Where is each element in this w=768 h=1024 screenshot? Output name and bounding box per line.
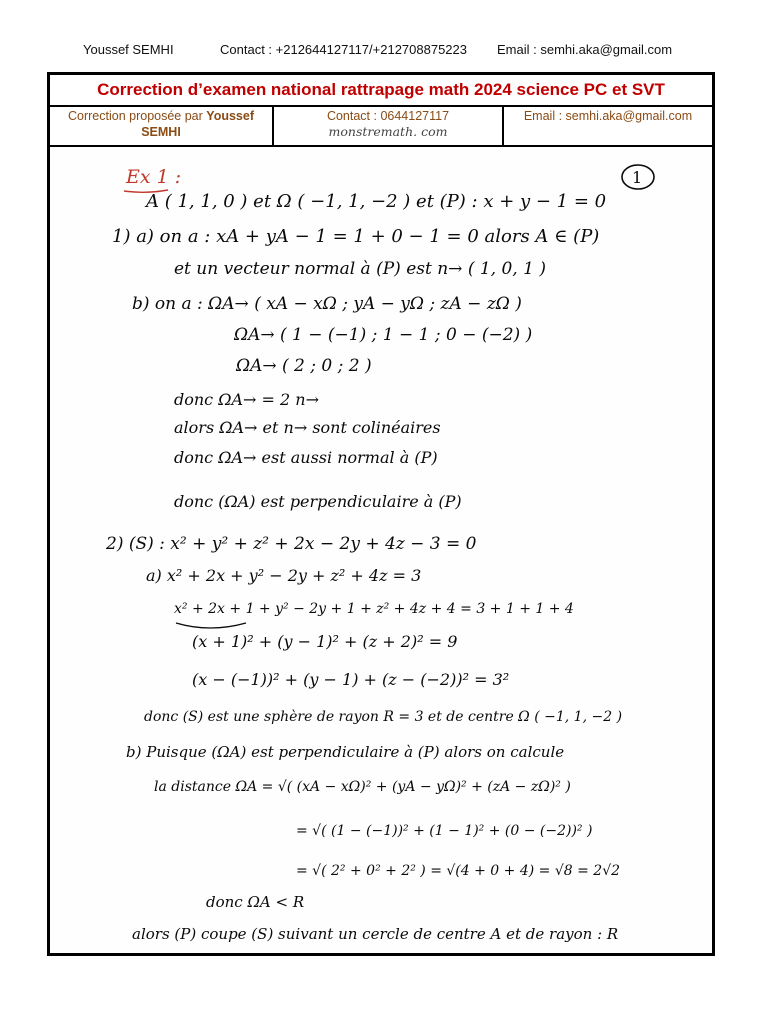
document-title: Correction d’examen national rattrapage math 2024 science PC et SVT (50, 75, 712, 107)
hw-line-16: donc (S) est une sphère de rayon R = 3 et de centre Ω ( −1, 1, −2 ) (144, 709, 623, 725)
hw-line-2: 1) a) on a : xA + yA − 1 = 1 + 0 − 1 = 0 alors A ∈ (P) (112, 226, 600, 247)
contact-cell (274, 105, 504, 145)
hw-line-18: la distance ΩA = √( (xA − xΩ)² + (yA − yΩ)² + (zA − zΩ)² ) (154, 779, 571, 795)
proposed-name-first: Youssef (206, 109, 254, 123)
hw-line-3: et un vecteur normal à (P) est n→ ( 1, 0, 1 ) (174, 259, 546, 279)
hw-line-20: = √( 2² + 0² + 2² ) = √(4 + 0 + 4) = √8 = 2√2 (296, 863, 621, 879)
hw-line-12: a) x² + 2x + y² − 2y + z² + 4z = 3 (146, 566, 422, 585)
hw-line-21: donc ΩA < R (206, 893, 305, 911)
hw-line-9: donc ΩA→ est aussi normal à (P) (174, 448, 438, 467)
hw-line-11: 2) (S) : x² + y² + z² + 2x − 2y + 4z − 3 = 0 (106, 534, 477, 554)
document-frame (47, 72, 715, 956)
hw-line-10: donc (ΩA) est perpendiculaire à (P) (174, 492, 462, 511)
hw-line-13: x² + 2x + 1 + y² − 2y + 1 + z² + 4z + 4 = 3 + 1 + 1 + 4 (174, 601, 574, 617)
hw-line-19: = √( (1 − (−1))² + (1 − 1)² + (0 − (−2))² ) (296, 823, 593, 839)
hw-line-7: donc ΩA→ = 2 n→ (174, 390, 320, 409)
handwritten-sheet (50, 147, 712, 953)
exercise-label: Ex 1 : (126, 166, 182, 188)
info-row (50, 105, 712, 147)
hw-line-8: alors ΩA→ et n→ sont colinéaires (174, 418, 441, 437)
contact-phones: Contact : +212644127117/+212708875223 (220, 42, 467, 57)
hw-line-1: A ( 1, 1, 0 ) et Ω ( −1, 1, −2 ) et (P) : x + y − 1 = 0 (146, 191, 607, 212)
hw-line-14: (x + 1)² + (y − 1)² + (z + 2)² = 9 (192, 632, 458, 651)
handwriting-canvas (50, 147, 712, 953)
hw-line-4: b) on a : ΩA→ ( xA − xΩ ; yA − yΩ ; zA − zΩ ) (132, 294, 522, 314)
website-link[interactable]: monstremath. com (328, 124, 448, 139)
hw-line-6: ΩA→ ( 2 ; 0 ; 2 ) (236, 356, 372, 376)
proposed-name-last: SEMHI (141, 125, 181, 139)
hw-line-22: alors (P) coupe (S) suivant un cercle de centre A et de rayon : R (132, 925, 619, 943)
hw-line-17: b) Puisque (ΩA) est perpendiculaire à (P) alors on calcule (126, 743, 565, 761)
contact-email: Email : semhi.aka@gmail.com (497, 42, 673, 57)
page-number: 1 (632, 168, 643, 187)
contact-phone: Contact : 0644127117 (326, 109, 450, 123)
author-name: Youssef SEMHI (83, 42, 174, 57)
proposed-prefix: Correction proposée par (68, 109, 203, 123)
proposed-by-cell (50, 105, 274, 145)
email-address[interactable]: Email : semhi.aka@gmail.com (523, 109, 693, 123)
brace-underline (176, 623, 246, 628)
email-cell (504, 105, 712, 145)
top-contact-line (0, 42, 768, 62)
hw-line-15: (x − (−1))² + (y − 1) + (z − (−2))² = 3² (192, 670, 510, 689)
hw-line-5: ΩA→ ( 1 − (−1) ; 1 − 1 ; 0 − (−2) ) (234, 325, 533, 345)
